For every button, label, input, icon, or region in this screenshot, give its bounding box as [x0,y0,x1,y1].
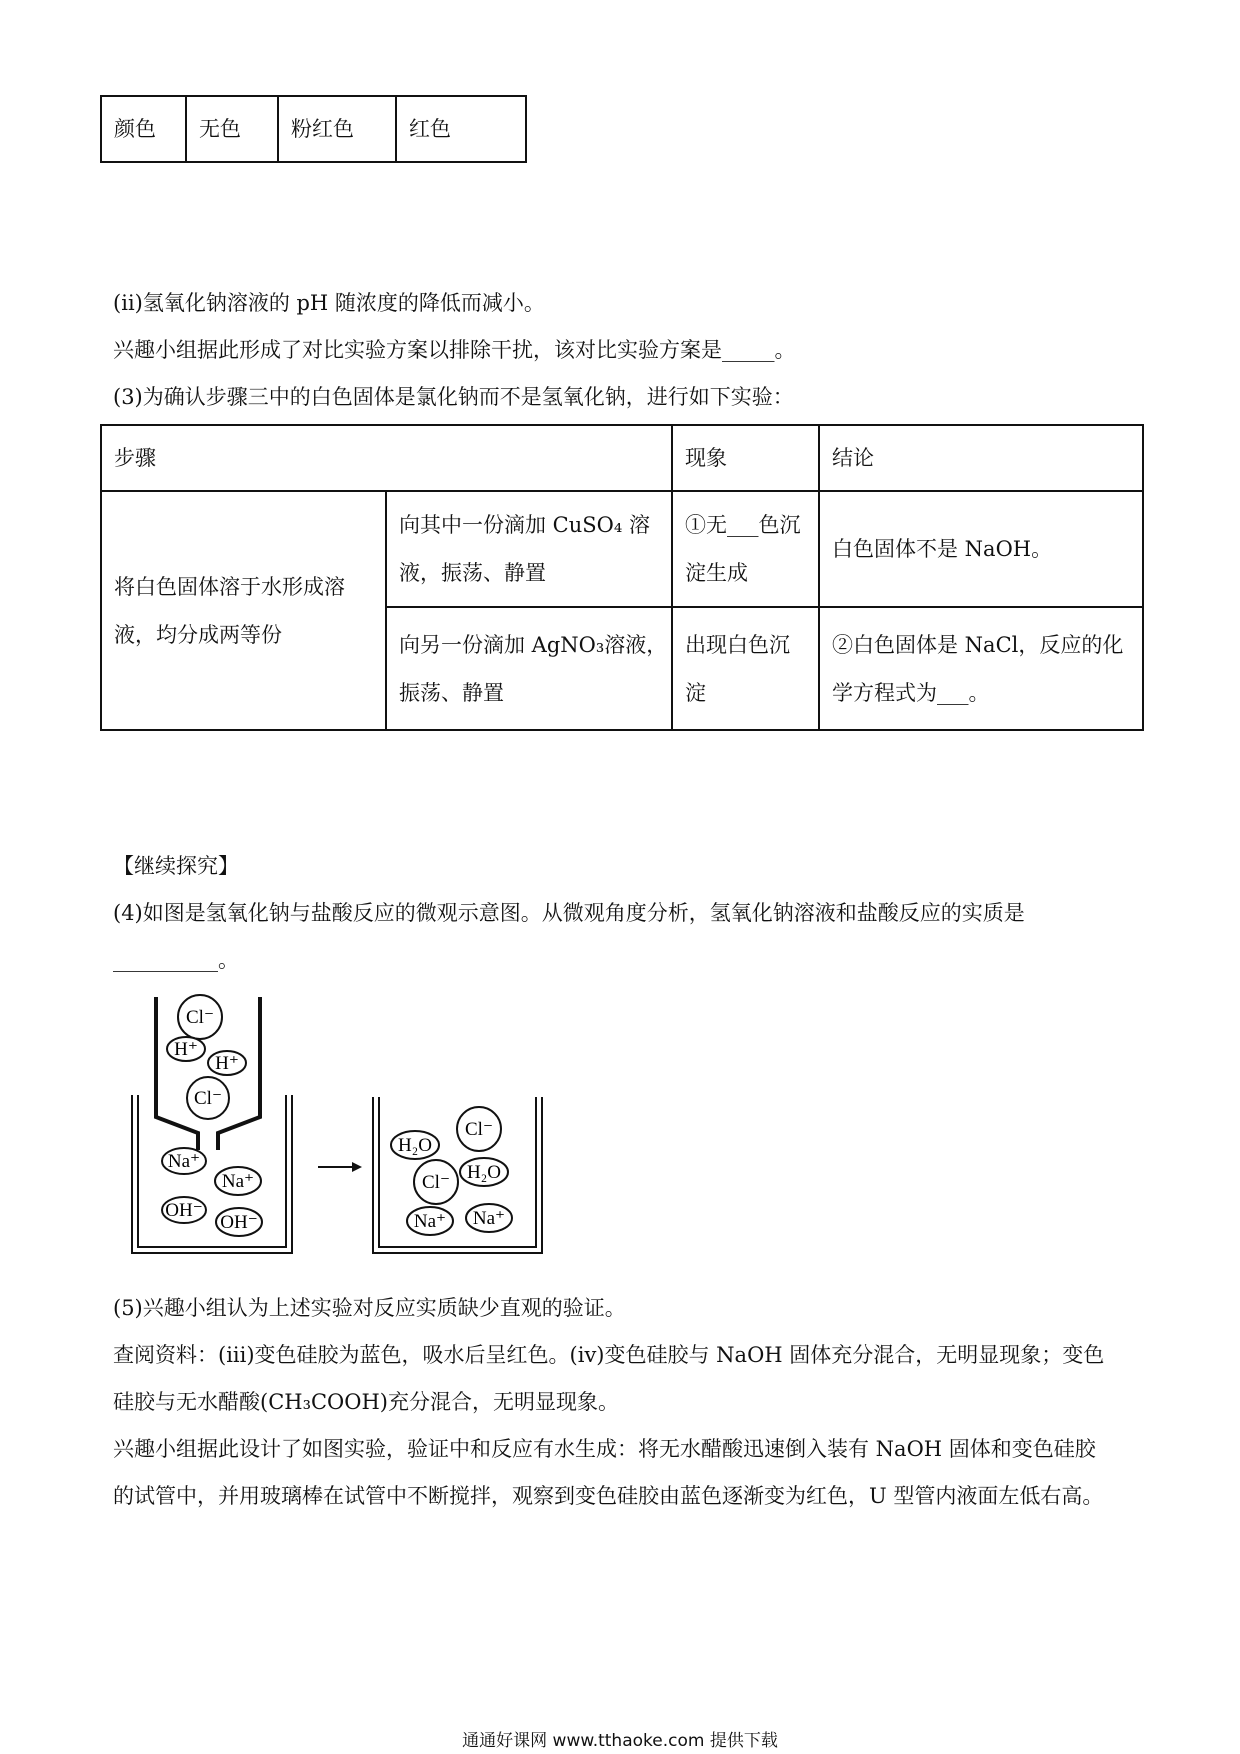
ion [162,1148,206,1174]
row1-phenomenon-line: 淀生成 [685,561,748,585]
row2-conclusion-cell [819,607,1143,730]
q5-line4: 兴趣小组据此设计了如图实验，验证中和反应有水生成：将无水醋酸迅速倒入装有 NaOH 固体和变色硅胶 [113,1437,1096,1461]
ion [414,1160,458,1204]
ion [457,1107,501,1151]
q5-line3: 硅胶与无水醋酸(CH₃COOH)充分混合，无明显现象。 [113,1390,619,1414]
continue-heading: 【继续探究】 [113,854,239,878]
ion [407,1207,453,1235]
arrow-icon [318,1162,362,1172]
q5-line5: 的试管中，并用玻璃棒在试管中不断搅拌，观察到变色硅胶由蓝色逐渐变为红色，U 型管内液面左低右高。 [113,1484,1104,1508]
ion-label: H⁺ [174,1039,198,1060]
ion [162,1197,206,1223]
ion [466,1204,512,1232]
row2-conclusion-line: ②白色固体是 NaCl，反应的化 [832,632,1124,657]
ion-label: H₂O [466,1162,502,1183]
row2-step-line: 向另一份滴加 AgNO₃溶液， [399,632,668,657]
row2-step-line: 振荡、静置 [399,680,504,705]
common-step-line: 将白色固体溶于水形成溶 [114,574,345,599]
ion-label: Cl⁻ [422,1172,450,1193]
common-step-line: 液，均分成两等份 [114,622,282,647]
row2-step-cell [386,607,672,730]
ion [391,1131,439,1159]
reaction-diagram [118,985,558,1265]
header-conclusion: 结论 [819,425,1143,491]
row2-conclusion-line: 学方程式为___。 [832,680,990,705]
ion-label: Cl⁻ [465,1119,493,1140]
row1-step-cell [386,491,672,607]
line-q3: (3)为确认步骤三中的白色固体是氯化钠而不是氢氧化钠，进行如下实验： [113,385,794,409]
header-step: 步骤 [101,425,672,491]
color-table-cell: 无色 [186,96,278,162]
ion [167,1037,205,1061]
ion-label: H₂O [397,1135,433,1156]
row2-phenomenon-line: 淀 [685,680,706,705]
ion-label: Na⁺ [221,1171,255,1192]
row1-step-line: 液，振荡、静置 [399,561,546,585]
line-ii: (ⅱ)氢氧化钠溶液的 pH 随浓度的降低而减小。 [113,291,545,315]
color-table-cell: 红色 [396,96,526,162]
ion [460,1158,508,1186]
ion [216,1208,262,1236]
row1-phenomenon-cell [672,491,819,607]
ion-label: Cl⁻ [186,1007,214,1028]
ion [178,995,222,1039]
color-table-cell: 粉红色 [278,96,396,162]
row1-conclusion-cell: 白色固体不是 NaOH。 [819,491,1143,607]
line-compare: 兴趣小组据此形成了对比实验方案以排除干扰，该对比实验方案是_____。 [113,338,796,362]
experiment-table [100,424,1144,731]
ion-label: H⁺ [215,1053,239,1074]
row1-step-line: 向其中一份滴加 CuSO₄ 溶 [399,513,650,537]
ion [215,1167,261,1195]
ion-label: OH⁻ [165,1200,203,1221]
ion-label: Na⁺ [472,1208,506,1229]
q4-line1: (4)如图是氢氧化钠与盐酸反应的微观示意图。从微观角度分析，氢氧化钠溶液和盐酸反应的实质是 [113,901,1025,925]
row1-phenomenon-line: ①无___色沉 [685,513,801,537]
q5-line1: (5)兴趣小组认为上述实验对反应实质缺少直观的验证。 [113,1296,626,1320]
ion-label: OH⁻ [220,1212,258,1233]
q4-line2: __________。 [113,948,239,972]
ion-label: Cl⁻ [194,1088,222,1109]
ion [187,1077,229,1119]
ion-label: Na⁺ [167,1151,201,1172]
header-phenomenon: 现象 [672,425,819,491]
ion-label: Na⁺ [413,1211,447,1232]
ion [208,1051,246,1075]
common-step-cell [101,491,386,730]
color-table-cell: 颜色 [101,96,186,162]
q5-line2: 查阅资料：(iii)变色硅胶为蓝色，吸水后呈红色。(iv)变色硅胶与 NaOH 固体充分混合，无明显现象；变色 [113,1343,1105,1367]
row2-phenomenon-line: 出现白色沉 [685,632,790,657]
color-table [100,95,527,163]
row2-phenomenon-cell [672,607,819,730]
page-footer: 通通好课网 www.tthaoke.com 提供下载 [462,1731,778,1751]
